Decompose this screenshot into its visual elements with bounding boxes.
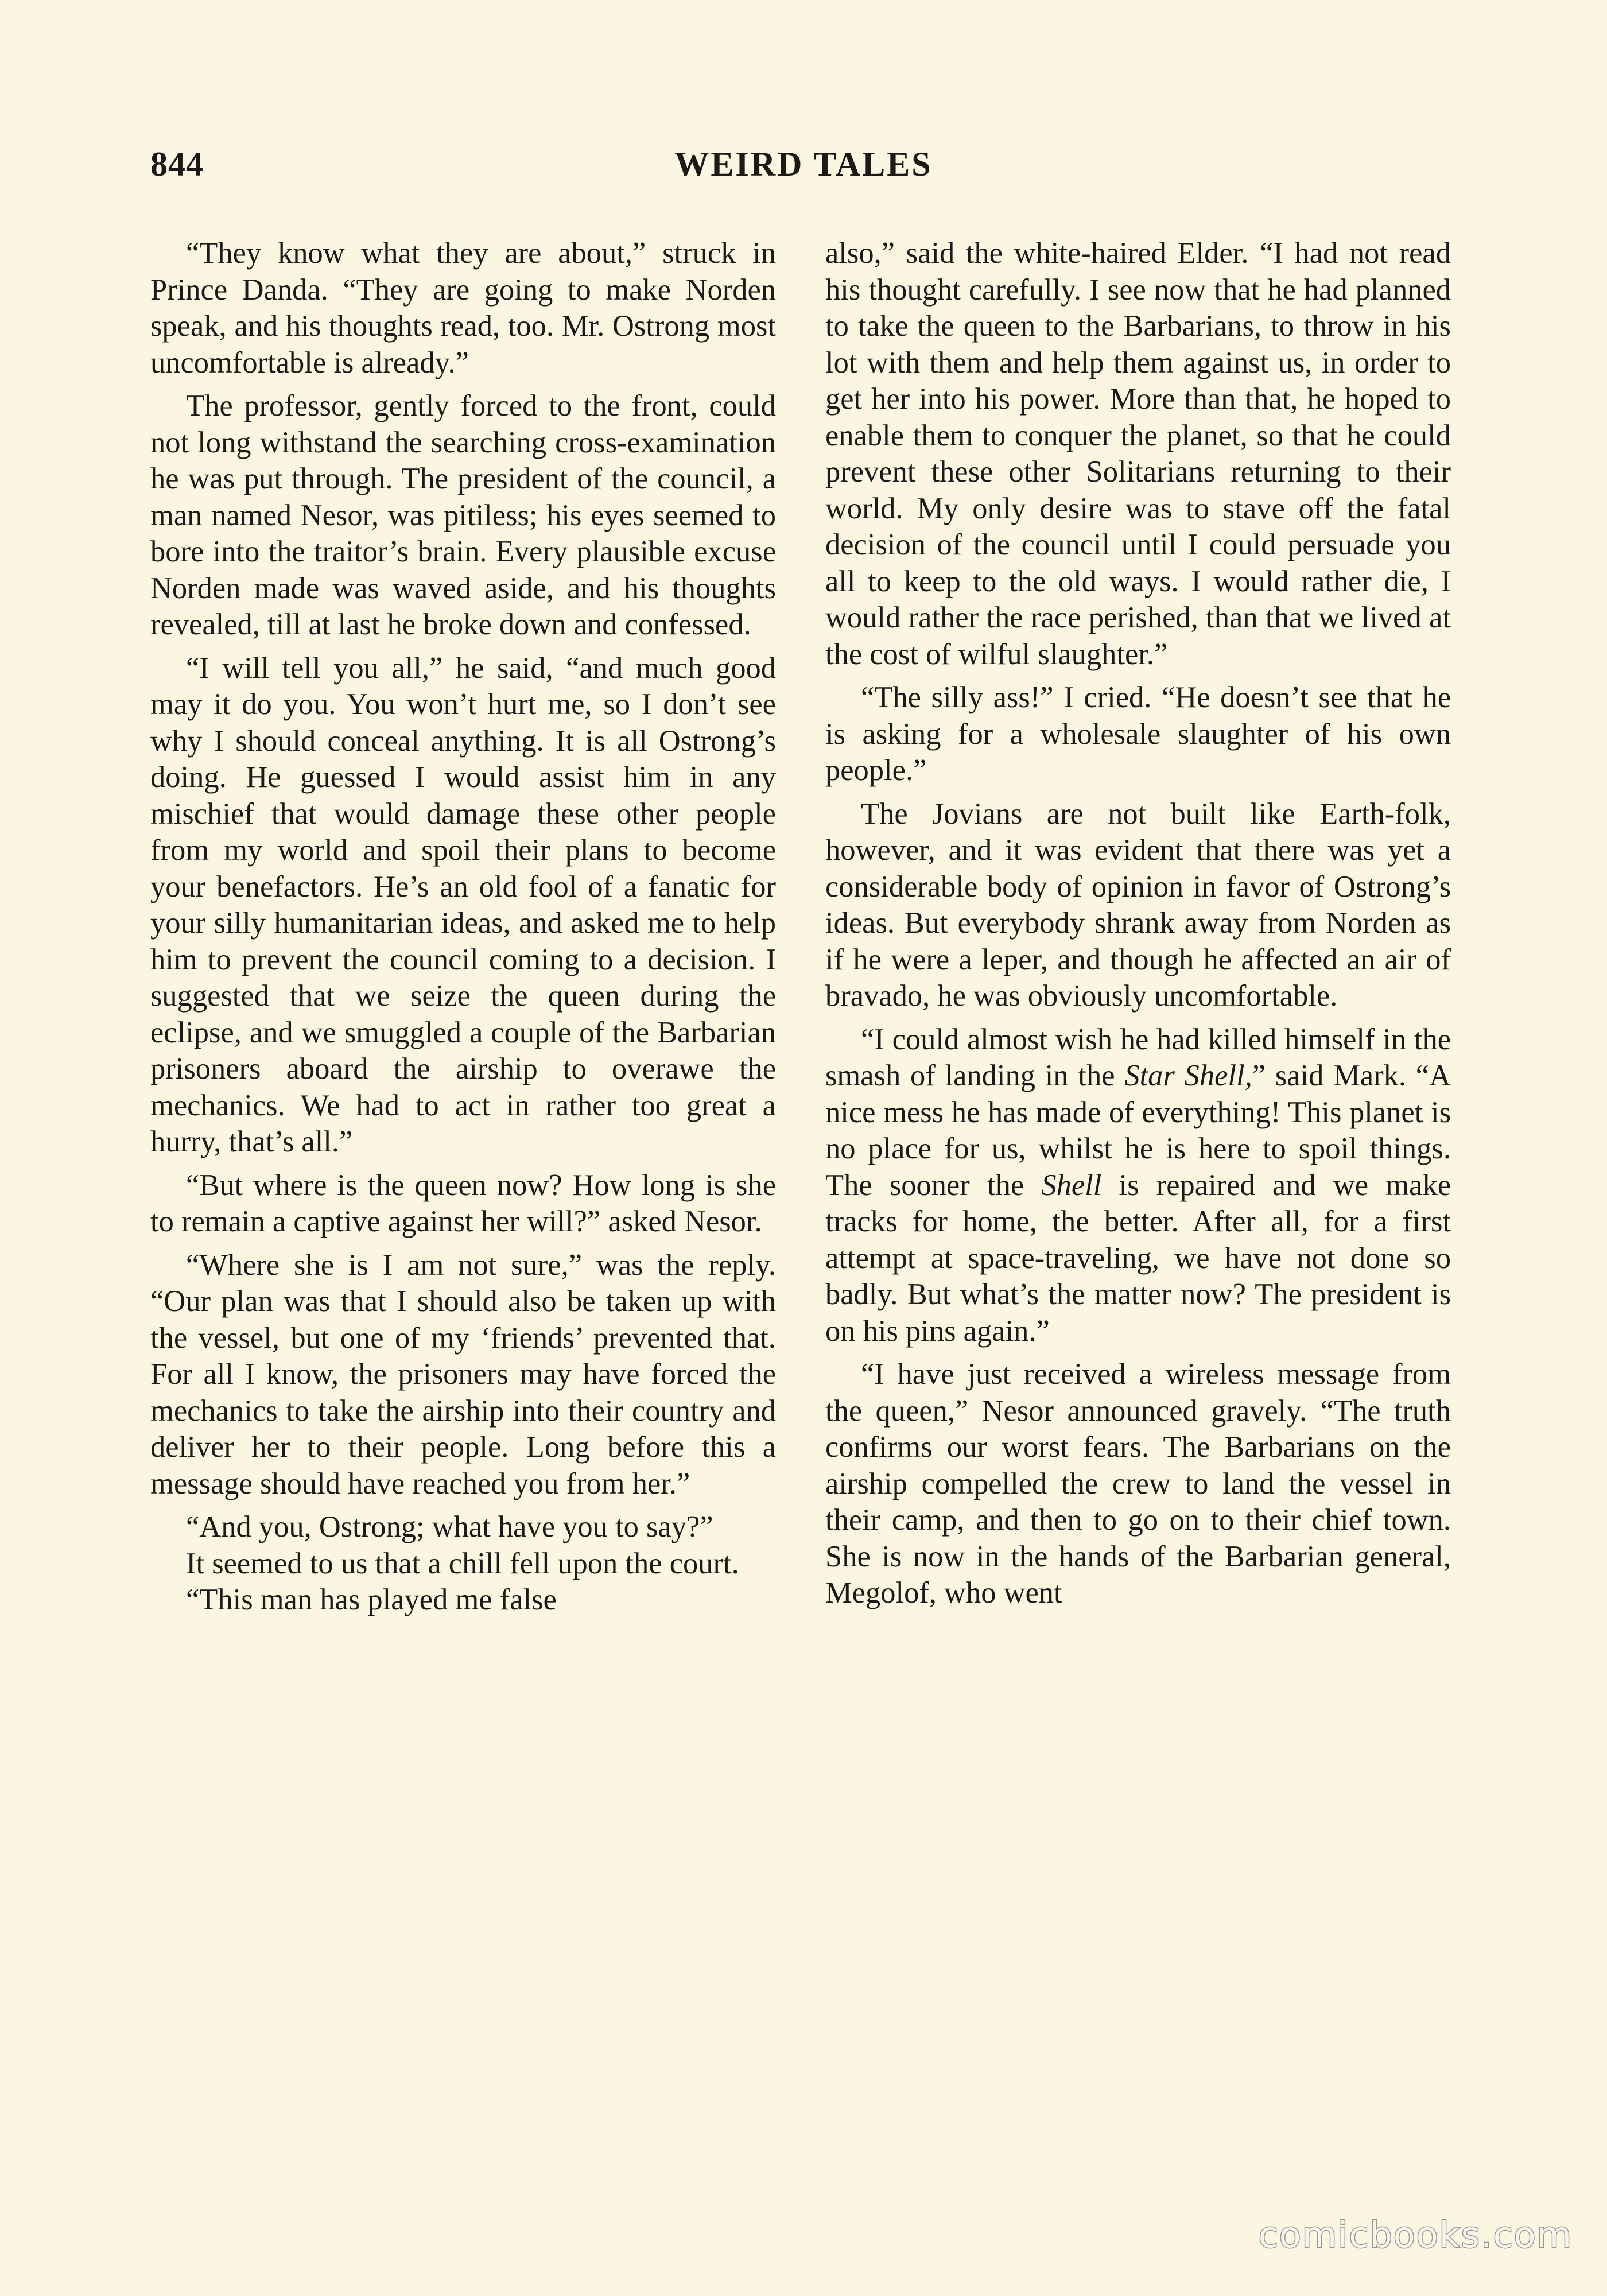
text-run: “I could almost wish he had killed himself in the smash of landing in the xyxy=(825,1022,1451,1092)
paragraph: “And you, Ostrong; what have you to say?” xyxy=(186,1510,713,1543)
paragraph-continuation: also,” said the white-haired Elder. “I had not read his thought carefully. I see now that he had planned to take the queen to the Barbarians, to throw in his lot with them and help them against us, in order to get her into his power. More than that, he hoped to enable them to conquer the planet, so that he could prevent these other Solitarians returning to their world. My only desire was to stave off the fatal decision of the council until I could persuade you all to keep to the old ways. I would rather die, I would rather the race perished, than that we lived at the cost of wilful slaughter.” xyxy=(825,236,1451,671)
paragraph: “I will tell you all,” he said, “and much good may it do you. You won’t hurt me, so I don’t see why I should conceal anything. It is all Ostrong’s doing. He guessed I would assist him in any mischief that would damage these other people from my world and spoil their plans to become your benefactors. He’s an old fool of a fanatic for your silly humanitarian ideas, and asked me to help him to prevent the council coming to a decision. I suggested that we seize the queen during the eclipse, and we smuggled a couple of the Barbarian prisoners aboard the airship to overawe the mechanics. We had to act in rather too great a hurry, that’s all.” xyxy=(150,651,776,1158)
paragraph: “This man has played me false xyxy=(186,1583,557,1616)
running-head: WEIRD TALES xyxy=(674,145,933,183)
paragraph: “I have just received a wireless message from the queen,” Nesor announced gravely. “The truth confirms our worst fears. The Barbarians on the airship compelled the crew to land the vessel in their camp, and then to go on to their chief town. She is now in the hands of the Barbarian general, Megolof, who went xyxy=(825,1358,1451,1609)
paragraph: The professor, gently forced to the front, could not long withstand the searching cross-examination he was put through. The president of the council, a man named Nesor, was pitiless; his eyes seemed to bore into the traitor’s brain. Every plausible excuse Norden made was waved aside, and his thoughts revealed, till at last he broke down and confessed. xyxy=(150,389,776,641)
ship-name: Star Shell, xyxy=(1124,1059,1252,1092)
paragraph xyxy=(825,1022,1451,1350)
text-run: ” said Mark. “A nice mess he has made of everything! This planet is no place for us, whilst he is here to spoil things. The sooner the xyxy=(825,1059,1451,1202)
ship-name: Shell xyxy=(1041,1168,1102,1202)
right-column xyxy=(825,235,1451,1619)
paragraph: It seemed to us that a chill fell upon the court. xyxy=(186,1546,739,1580)
paragraph: “But where is the queen now? How long is she to remain a captive against her will?” asked Nesor. xyxy=(150,1168,776,1238)
text-run: is repaired and we make tracks for home, the better. After all, for a first attempt at space-traveling, we have not done so badly. But what’s the matter now? The president is on his pins again.” xyxy=(825,1168,1451,1348)
paragraph: “Where she is I am not sure,” was the reply. “Our plan was that I should also be taken up with the vessel, but one of my ‘friends’ prevented that. For all I know, the prisoners may have forced the mechanics to take the airship into their country and deliver her to their people. Long before this a message should have reached you from her.” xyxy=(150,1248,776,1500)
page-number: 844 xyxy=(150,145,204,183)
left-column xyxy=(150,235,776,1626)
paragraph: “The silly ass!” I cried. “He doesn’t see that he is asking for a wholesale slaughter of his own people.” xyxy=(825,681,1451,787)
watermark-logo: comicbooks.com xyxy=(1258,2214,1573,2256)
paragraph: “They know what they are about,” struck in Prince Danda. “They are going to make Norden speak, and his thoughts read, too. Mr. Ostrong most uncomfortable is already.” xyxy=(150,236,776,379)
paragraph: The Jovians are not built like Earth-folk, however, and it was evident that there was yet a considerable body of opinion in favor of Ostrong’s ideas. But everybody shrank away from Norden as if he were a leper, and though he affected an air of bravado, he was obviously uncomfortable. xyxy=(825,797,1451,1013)
